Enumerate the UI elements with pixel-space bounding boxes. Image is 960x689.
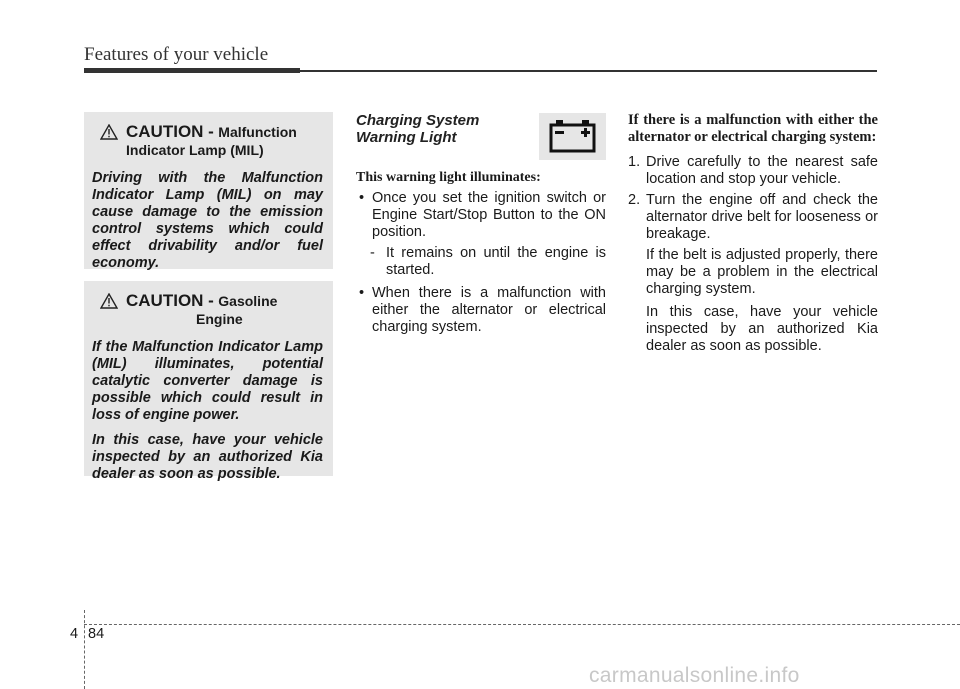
battery-icon [539, 113, 606, 160]
charging-intro: This warning light illuminates: [356, 170, 541, 185]
caution-body-text: Driving with the Malfunction Indicator Lamp (MIL) on may cause damage to the emission control systems which could effect drivability and/or fuel economy. [92, 170, 323, 271]
footer-divider [84, 610, 85, 689]
watermark-logo: carmanualsonline.info [589, 664, 800, 687]
chapter-number: 4 [70, 626, 79, 642]
bullet-text: When there is a malfunction with either the alternator or electrical charging system. [372, 285, 606, 335]
list-item [628, 154, 878, 188]
caution-label: CAUTION - [126, 122, 214, 141]
step-note: If the belt is adjusted properly, there may be a problem in the electrical charging system. [646, 247, 878, 297]
warning-triangle-icon [100, 293, 118, 314]
step-number: 1. [628, 154, 641, 170]
caution-body-text-1: If the Malfunction Indicator Lamp (MIL) illuminates, potential catalytic converter damage is possible which could result in loss of engine power. [92, 339, 323, 423]
caution-box-gasoline [84, 281, 333, 482]
footer-rule [84, 624, 960, 625]
caution-box-mil [84, 112, 333, 269]
step-note: In this case, have your vehicle inspected by an authorized Kia dealer as soon as possible. [646, 304, 878, 354]
list-item [628, 192, 878, 243]
step-number: 2. [628, 192, 641, 208]
page-header-title: Features of your vehicle [84, 44, 269, 65]
caution-subtitle-2: Engine [196, 311, 243, 327]
charging-warning-light-box [539, 113, 606, 160]
step-text: Turn the engine off and check the alternator drive belt for looseness or breakage. [646, 192, 878, 242]
caution-heading [92, 291, 323, 329]
caution-heading [92, 122, 323, 160]
subitem-text: It remains on until the engine is started. [386, 245, 606, 278]
list-item [356, 285, 606, 336]
list-item [356, 190, 606, 241]
malfunction-steps [628, 154, 878, 355]
warning-triangle-icon [100, 124, 118, 145]
bullet-dot: • [359, 190, 365, 206]
section-title-line-2: Warning Light [356, 129, 457, 146]
header-rule-thick [84, 68, 300, 73]
list-subitem [366, 245, 606, 279]
step-text: Drive carefully to the nearest safe location and stop your vehicle. [646, 154, 878, 187]
bullet-dot: • [359, 285, 365, 301]
caution-label: CAUTION - [126, 291, 214, 310]
caution-subtitle-1: Gasoline [218, 293, 278, 309]
caution-body-text-2: In this case, have your vehicle inspected by an authorized Kia dealer as soon as possible. [92, 432, 323, 482]
malfunction-heading: If there is a malfunction with either the alternator or electrical charging system: [628, 112, 878, 145]
bullet-text: Once you set the ignition switch or Engine Start/Stop Button to the ON position. [372, 190, 606, 240]
caution-subtitle-2: Indicator Lamp (MIL) [126, 142, 264, 158]
sub-dash: - [370, 245, 375, 261]
page-number: 84 [88, 626, 105, 642]
malfunction-section [628, 112, 878, 361]
caution-subtitle-1: Malfunction [218, 124, 297, 140]
charging-bullets [356, 190, 606, 340]
header-rule-thin [300, 70, 877, 72]
section-title-line-1: Charging System [356, 112, 480, 129]
